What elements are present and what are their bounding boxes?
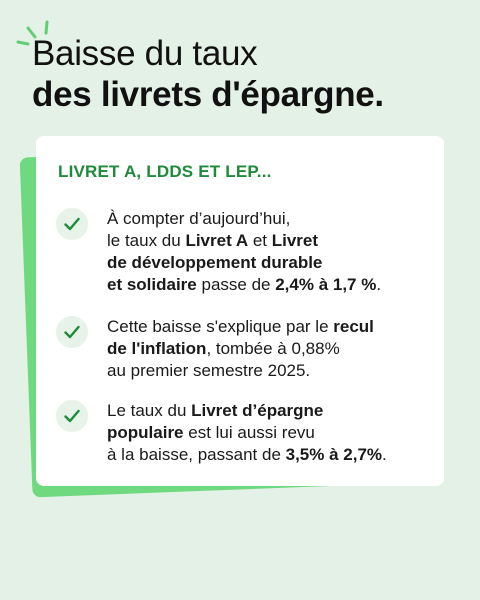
body-text: . <box>376 275 382 294</box>
check-icon <box>56 208 88 240</box>
highlight-text: et solidaire <box>107 275 197 294</box>
body-text: À compter d’aujourd’hui, <box>107 209 291 228</box>
highlight-text: de développement durable <box>107 253 323 272</box>
check-icon <box>56 316 88 348</box>
list-item-text <box>107 400 427 466</box>
highlight-text: 2,4% à 1,7 % <box>275 275 377 294</box>
body-text: au premier semestre 2025. <box>107 361 311 380</box>
body-text: passe de <box>196 275 276 294</box>
info-card <box>36 136 444 486</box>
highlight-text: 3,5% à 2,7% <box>285 445 383 464</box>
body-text: . <box>382 445 387 464</box>
list-item-text <box>107 316 427 382</box>
highlight-text: recul <box>333 317 374 336</box>
body-text: Le taux du <box>107 401 192 420</box>
body-text: est lui aussi revu <box>183 423 315 442</box>
title-line-2: des livrets d'épargne. <box>32 75 384 114</box>
body-text: le taux du <box>107 231 186 250</box>
highlight-text: de l'inflation <box>107 339 207 358</box>
body-text: Cette baisse s'explique par le <box>107 317 334 336</box>
highlight-text: populaire <box>107 423 184 442</box>
highlight-text: Livret A <box>185 231 249 250</box>
card-heading: LIVRET A, LDDS ET LEP... <box>58 162 272 181</box>
highlight-text: Livret d’épargne <box>191 401 324 420</box>
list-item-text <box>107 208 427 296</box>
body-text: à la baisse, passant de <box>107 445 286 464</box>
title-line-1: Baisse du taux <box>32 34 258 73</box>
page-title <box>32 34 452 116</box>
highlight-text: Livret <box>271 231 319 250</box>
check-icon <box>56 400 88 432</box>
body-text: , tombée à 0,88% <box>206 339 340 358</box>
body-text: et <box>248 231 272 250</box>
